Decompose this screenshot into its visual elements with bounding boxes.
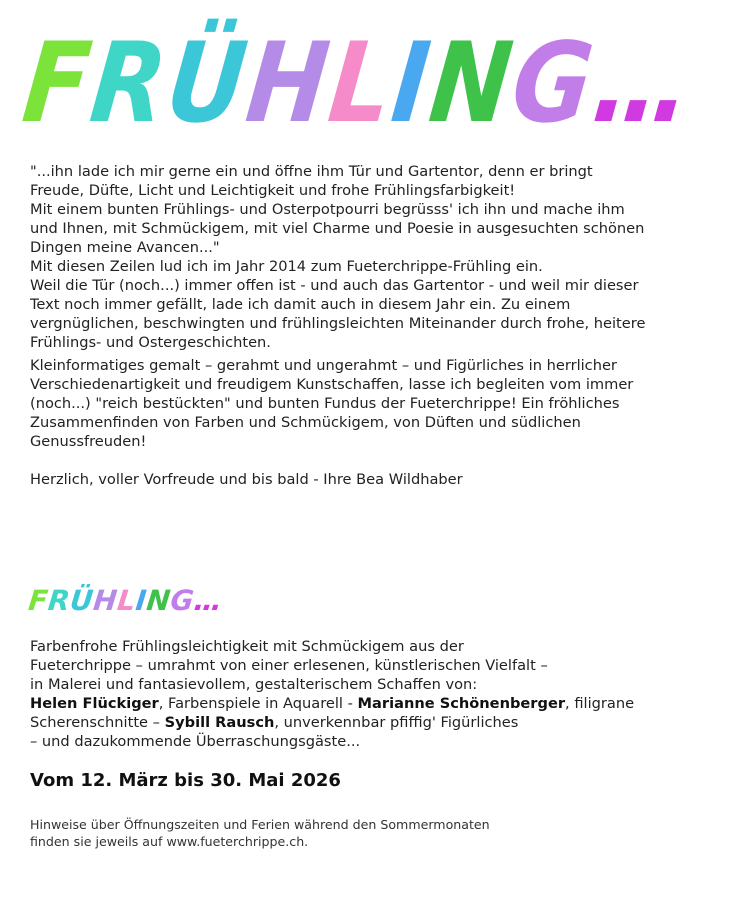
artist-desc: , Farbenspiele in Aquarell - bbox=[158, 695, 358, 712]
title-letter: L bbox=[323, 18, 400, 148]
section-title bbox=[26, 584, 225, 617]
text-line: "...ihn lade ich mir gerne ein und öffne ihm Tür und Gartentor, denn er bringt bbox=[30, 163, 593, 180]
note-line: finden sie jeweils auf www.fueterchrippe.ch. bbox=[30, 834, 309, 849]
artist-name: Marianne Schönenberger bbox=[357, 695, 566, 712]
text-line: Kleinformatiges gemalt – gerahmt und ungerahmt – und Figürliches in herrlicher bbox=[30, 357, 617, 374]
artist-desc: , unverkennbar pfiffig' Figürliches bbox=[274, 714, 519, 731]
description-paragraph bbox=[30, 356, 730, 451]
title-letter: F bbox=[17, 18, 99, 148]
title-letter: R bbox=[85, 18, 175, 148]
artists-line: Scherenschnitte – Sybill Rausch, unverkennbar pfiffig' Figürliches bbox=[30, 714, 519, 731]
text-line: Mit diesen Zeilen lud ich im Jahr 2014 zum Fueterchrippe-Frühling ein. bbox=[30, 258, 543, 275]
exhibition-dates: Vom 12. März bis 30. Mai 2026 bbox=[30, 770, 341, 791]
title-letter: … bbox=[587, 18, 699, 148]
text-line: Verschiedenartigkeit und freudigem Kunstschaffen, lasse ich begleiten vom immer bbox=[30, 376, 634, 393]
text-line: Farbenfrohe Frühlingsleichtigkeit mit Schmückigem aus der bbox=[30, 638, 464, 655]
text-line: in Malerei und fantasievollem, gestalterischem Schaffen von: bbox=[30, 676, 478, 693]
page-title bbox=[17, 18, 699, 148]
artist-name: Sybill Rausch bbox=[164, 714, 275, 731]
artist-name: Helen Flückiger bbox=[30, 695, 159, 712]
title-letter: G bbox=[168, 584, 196, 617]
exhibition-description bbox=[30, 637, 730, 751]
signoff: Herzlich, voller Vorfreude und bis bald - Ihre Bea Wildhaber bbox=[30, 471, 463, 488]
text-line: – und dazukommende Überraschungsgäste... bbox=[30, 733, 361, 750]
title-letter: … bbox=[192, 584, 225, 617]
intro-quote bbox=[30, 162, 730, 352]
note-line: Hinweise über Öffnungszeiten und Ferien während den Sommermonaten bbox=[30, 817, 490, 832]
text-line: Genussfreuden! bbox=[30, 433, 147, 450]
title-letter: I bbox=[386, 18, 438, 148]
title-letter: Ü bbox=[68, 584, 96, 617]
title-letter: N bbox=[424, 18, 520, 148]
text-line: Frühlings- und Ostergeschichten. bbox=[30, 334, 271, 351]
text-line: Text noch immer gefällt, lade ich damit auch in diesem Jahr ein. Zu einem bbox=[30, 296, 571, 313]
title-letter: H bbox=[91, 584, 120, 617]
title-letter: G bbox=[506, 18, 601, 148]
title-letter: I bbox=[134, 584, 149, 617]
artist-desc: , filigrane bbox=[565, 695, 635, 712]
text-line: Weil die Tür (noch...) immer offen ist - und auch das Gartentor - und weil mir dieser bbox=[30, 277, 639, 294]
title-letter: L bbox=[115, 584, 138, 617]
text-line: (noch...) "reich bestückten" und bunten Fundus der Fueterchrippe! Ein fröhliches bbox=[30, 395, 620, 412]
title-letter: H bbox=[240, 18, 337, 148]
text-line: Fueterchrippe – umrahmt von einer erlesenen, künstlerischen Vielfalt – bbox=[30, 657, 548, 674]
title-letter: R bbox=[46, 584, 73, 617]
title-letter: N bbox=[145, 584, 173, 617]
text-line: Zusammenfinden von Farben und Schmückigem, von Düften und südlichen bbox=[30, 414, 581, 431]
text-line: und Ihnen, mit Schmückigem, mit viel Charme und Poesie in ausgesuchten schönen bbox=[30, 220, 645, 237]
text-line: Freude, Düfte, Licht und Leichtigkeit und frohe Frühlingsfarbigkeit! bbox=[30, 182, 516, 199]
title-letter: F bbox=[26, 584, 50, 617]
text-line: Mit einem bunten Frühlings- und Osterpotpourri begrüsss' ich ihn und mache ihm bbox=[30, 201, 625, 218]
title-letter: Ü bbox=[160, 18, 255, 148]
footer-note bbox=[30, 816, 490, 850]
artists-line bbox=[30, 694, 730, 713]
text-line: Dingen meine Avancen..." bbox=[30, 239, 220, 256]
text-line: vergnüglichen, beschwingten und frühlingsleichten Miteinander durch frohe, heitere bbox=[30, 315, 646, 332]
